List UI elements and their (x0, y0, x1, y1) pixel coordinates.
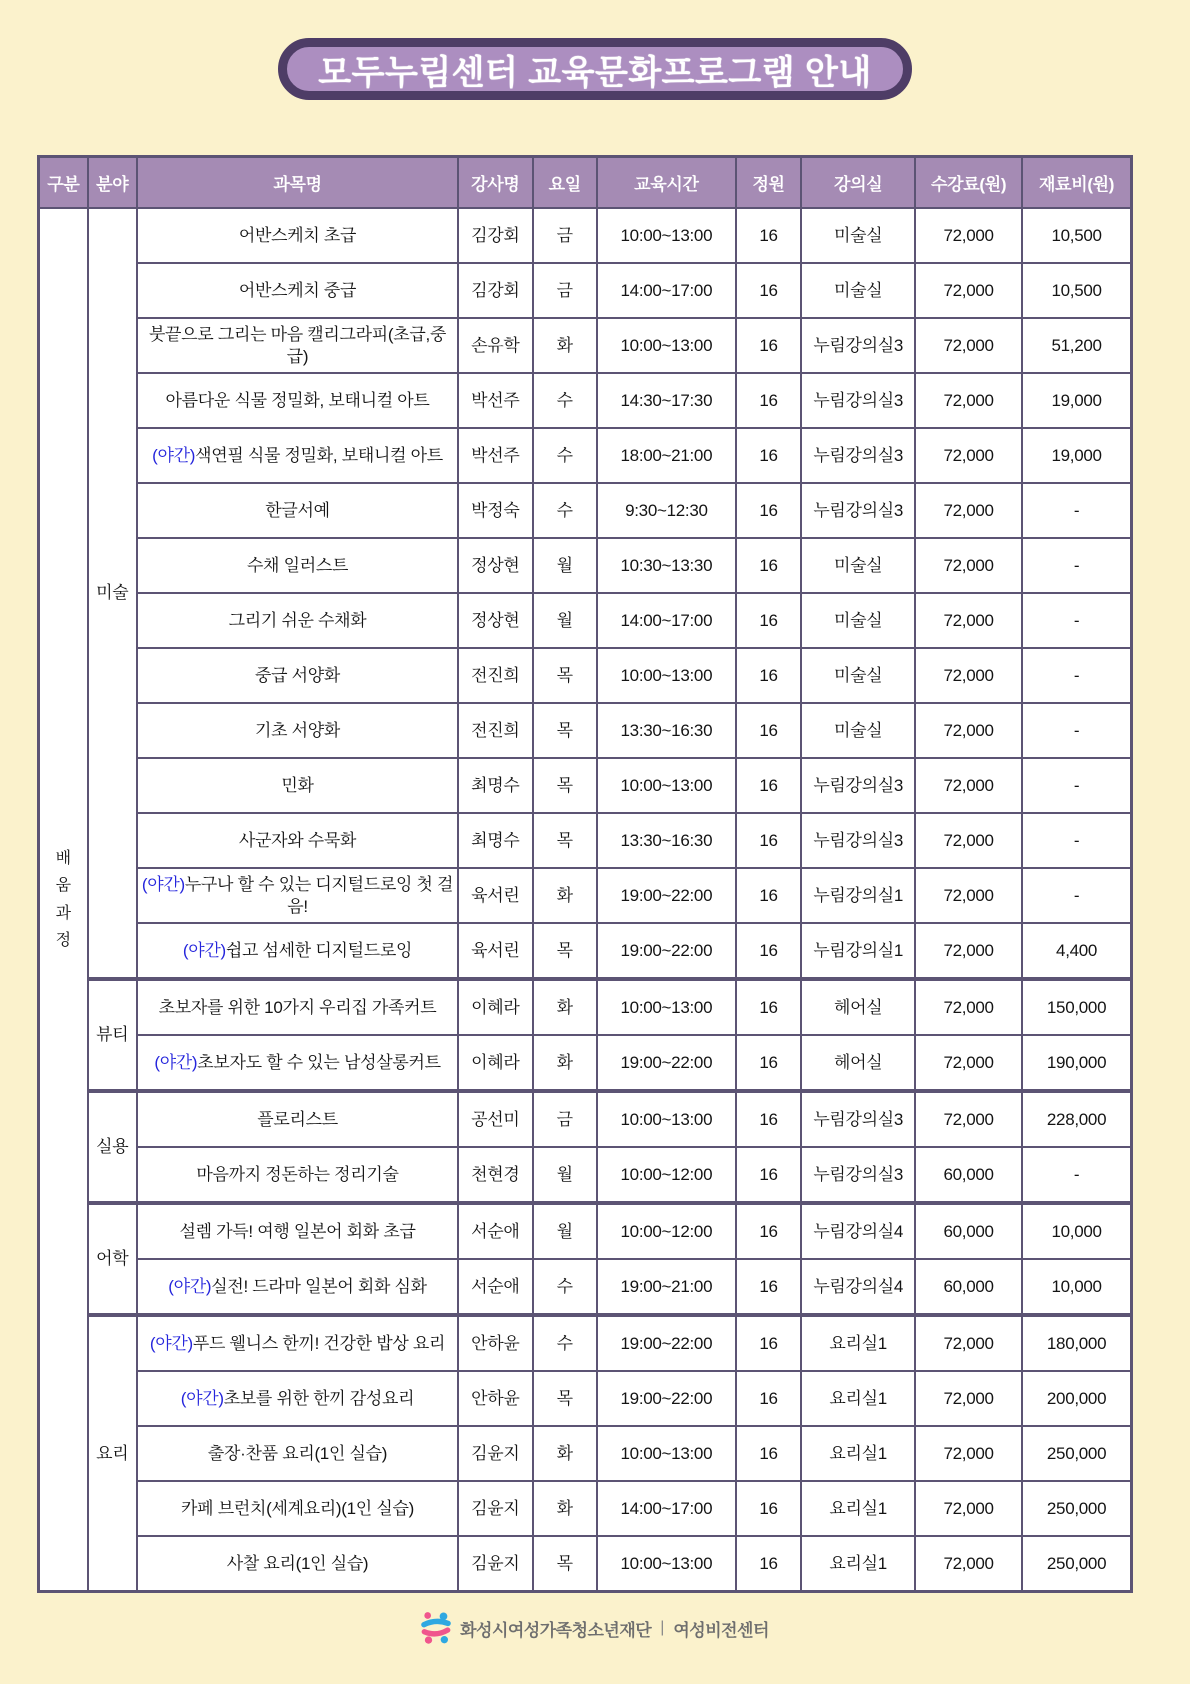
material-cell: 150,000 (1022, 979, 1131, 1035)
instructor-cell: 서순애 (458, 1259, 532, 1315)
room-cell: 누림강의실1 (801, 923, 915, 979)
subject-cell (137, 1371, 458, 1426)
subject-cell (137, 868, 458, 923)
room-cell: 누림강의실3 (801, 318, 915, 373)
program-row (39, 813, 1132, 868)
subject-cell (137, 208, 458, 263)
material-cell: - (1022, 483, 1131, 538)
header-row (39, 157, 1132, 209)
program-row (39, 538, 1132, 593)
day-cell: 수 (533, 428, 597, 483)
subject-cell (137, 1426, 458, 1481)
fee-cell: 72,000 (915, 263, 1022, 318)
program-row (39, 868, 1132, 923)
room-cell: 누림강의실3 (801, 428, 915, 483)
subject-label: 초보를 위한 한끼 감성요리 (223, 1388, 415, 1408)
program-row (39, 1147, 1132, 1203)
subject-label: 초보자를 위한 10가지 우리집 가족커트 (158, 997, 437, 1017)
fee-cell: 72,000 (915, 813, 1022, 868)
time-cell: 14:00~17:00 (597, 263, 736, 318)
program-table (37, 155, 1133, 1593)
footer-separator: | (660, 1619, 665, 1636)
program-row (39, 428, 1132, 483)
day-cell: 수 (533, 483, 597, 538)
room-cell: 누림강의실3 (801, 373, 915, 428)
program-row (39, 758, 1132, 813)
capacity-cell: 16 (736, 868, 802, 923)
fee-cell: 72,000 (915, 1426, 1022, 1481)
instructor-cell: 김윤지 (458, 1481, 532, 1536)
instructor-cell: 육서린 (458, 923, 532, 979)
program-row (39, 593, 1132, 648)
day-cell: 월 (533, 1203, 597, 1259)
material-cell: - (1022, 1147, 1131, 1203)
fee-cell: 72,000 (915, 868, 1022, 923)
column-header: 교육시간 (597, 157, 736, 209)
capacity-cell: 16 (736, 373, 802, 428)
fee-cell: 72,000 (915, 703, 1022, 758)
subject-label: 쉽고 섬세한 디지털드로잉 (225, 940, 413, 960)
time-cell: 18:00~21:00 (597, 428, 736, 483)
day-cell: 월 (533, 538, 597, 593)
program-row (39, 1536, 1132, 1592)
time-cell: 19:00~22:00 (597, 1371, 736, 1426)
subject-cell (137, 1203, 458, 1259)
capacity-cell: 16 (736, 1147, 802, 1203)
instructor-cell: 서순애 (458, 1203, 532, 1259)
footer-center-name: 여성비전센터 (673, 1620, 769, 1640)
capacity-cell: 16 (736, 1481, 802, 1536)
instructor-cell: 천현경 (458, 1147, 532, 1203)
fee-cell: 60,000 (915, 1147, 1022, 1203)
day-cell: 목 (533, 1536, 597, 1592)
instructor-cell: 전진희 (458, 648, 532, 703)
subject-label: 플로리스트 (257, 1109, 338, 1129)
program-row (39, 318, 1132, 373)
program-row (39, 648, 1132, 703)
material-cell: 180,000 (1022, 1315, 1131, 1371)
room-cell: 미술실 (801, 703, 915, 758)
material-cell: - (1022, 703, 1131, 758)
footer-organization: 화성시여성가족청소년재단 (460, 1620, 652, 1640)
subject-cell (137, 318, 458, 373)
night-badge: (야간) (182, 940, 226, 960)
room-cell: 미술실 (801, 208, 915, 263)
time-cell: 10:30~13:30 (597, 538, 736, 593)
instructor-cell: 김강회 (458, 208, 532, 263)
instructor-cell: 안하윤 (458, 1371, 532, 1426)
subject-label: 푸드 웰니스 한끼! 건강한 밥상 요리 (192, 1333, 446, 1353)
fee-cell: 72,000 (915, 1315, 1022, 1371)
day-cell: 월 (533, 593, 597, 648)
category-cell: 어학 (88, 1203, 137, 1315)
room-cell: 미술실 (801, 538, 915, 593)
instructor-cell: 이혜라 (458, 1035, 532, 1091)
night-badge: (야간) (168, 1276, 212, 1296)
column-header: 정원 (736, 157, 802, 209)
subject-cell (137, 1147, 458, 1203)
capacity-cell: 16 (736, 979, 802, 1035)
subject-cell (137, 428, 458, 483)
day-cell: 화 (533, 318, 597, 373)
fee-cell: 72,000 (915, 1371, 1022, 1426)
subject-cell (137, 538, 458, 593)
room-cell: 미술실 (801, 263, 915, 318)
time-cell: 10:00~13:00 (597, 758, 736, 813)
subject-label: 한글서예 (265, 500, 330, 520)
program-row (39, 1315, 1132, 1371)
program-row (39, 923, 1132, 979)
night-badge: (야간) (180, 1388, 224, 1408)
material-cell: 10,500 (1022, 263, 1131, 318)
room-cell: 헤어실 (801, 1035, 915, 1091)
material-cell: 250,000 (1022, 1426, 1131, 1481)
program-row (39, 1426, 1132, 1481)
subject-cell (137, 593, 458, 648)
instructor-cell: 공선미 (458, 1091, 532, 1147)
subject-label: 실전! 드라마 일본어 회화 심화 (211, 1276, 427, 1296)
fee-cell: 72,000 (915, 318, 1022, 373)
category-cell: 요리 (88, 1315, 137, 1592)
material-cell: 250,000 (1022, 1536, 1131, 1592)
instructor-cell: 김윤지 (458, 1536, 532, 1592)
time-cell: 19:00~22:00 (597, 923, 736, 979)
capacity-cell: 16 (736, 703, 802, 758)
capacity-cell: 16 (736, 758, 802, 813)
column-header: 과목명 (137, 157, 458, 209)
instructor-cell: 이혜라 (458, 979, 532, 1035)
night-badge: (야간) (154, 1052, 198, 1072)
night-badge: (야간) (149, 1333, 193, 1353)
subject-label: 카페 브런치(세계요리)(1인 실습) (181, 1498, 414, 1518)
subject-label: 어반스케치 초급 (238, 225, 357, 245)
program-row (39, 979, 1132, 1035)
gubun-cell (39, 208, 88, 1592)
category-cell: 뷰티 (88, 979, 137, 1091)
program-row (39, 483, 1132, 538)
capacity-cell: 16 (736, 318, 802, 373)
subject-cell (137, 263, 458, 318)
capacity-cell: 16 (736, 648, 802, 703)
subject-label: 민화 (281, 775, 314, 795)
subject-cell (137, 1091, 458, 1147)
material-cell: - (1022, 648, 1131, 703)
foundation-logo-icon (421, 1611, 451, 1645)
room-cell: 누림강의실3 (801, 1147, 915, 1203)
instructor-cell: 정상현 (458, 538, 532, 593)
fee-cell: 72,000 (915, 538, 1022, 593)
instructor-cell: 정상현 (458, 593, 532, 648)
fee-cell: 72,000 (915, 979, 1022, 1035)
capacity-cell: 16 (736, 1426, 802, 1481)
column-header: 분야 (88, 157, 137, 209)
night-badge: (야간) (152, 445, 196, 465)
subject-cell (137, 1481, 458, 1536)
fee-cell: 72,000 (915, 1481, 1022, 1536)
fee-cell: 72,000 (915, 1091, 1022, 1147)
subject-cell (137, 703, 458, 758)
material-cell: 4,400 (1022, 923, 1131, 979)
day-cell: 화 (533, 868, 597, 923)
time-cell: 19:00~22:00 (597, 1315, 736, 1371)
room-cell: 요리실1 (801, 1315, 915, 1371)
time-cell: 10:00~13:00 (597, 979, 736, 1035)
time-cell: 10:00~12:00 (597, 1147, 736, 1203)
material-cell: 250,000 (1022, 1481, 1131, 1536)
time-cell: 13:30~16:30 (597, 703, 736, 758)
subject-label: 어반스케치 중급 (238, 280, 357, 300)
program-row (39, 1481, 1132, 1536)
capacity-cell: 16 (736, 1091, 802, 1147)
room-cell: 누림강의실4 (801, 1259, 915, 1315)
category-cell: 미술 (88, 208, 137, 979)
time-cell: 14:00~17:00 (597, 1481, 736, 1536)
capacity-cell: 16 (736, 263, 802, 318)
instructor-cell: 김강회 (458, 263, 532, 318)
subject-cell (137, 1315, 458, 1371)
footer (0, 1611, 1190, 1645)
instructor-cell: 박정숙 (458, 483, 532, 538)
subject-cell (137, 373, 458, 428)
subject-label: 초보자도 할 수 있는 남성살롱커트 (197, 1052, 441, 1072)
fee-cell: 60,000 (915, 1203, 1022, 1259)
time-cell: 14:30~17:30 (597, 373, 736, 428)
capacity-cell: 16 (736, 1371, 802, 1426)
day-cell: 목 (533, 758, 597, 813)
capacity-cell: 16 (736, 593, 802, 648)
time-cell: 13:30~16:30 (597, 813, 736, 868)
instructor-cell: 최명수 (458, 758, 532, 813)
time-cell: 19:00~22:00 (597, 868, 736, 923)
instructor-cell: 김윤지 (458, 1426, 532, 1481)
title-banner (278, 38, 912, 100)
subject-label: 설렘 가득! 여행 일본어 회화 초급 (179, 1221, 416, 1241)
material-cell: 228,000 (1022, 1091, 1131, 1147)
program-row (39, 1091, 1132, 1147)
material-cell: - (1022, 868, 1131, 923)
room-cell: 요리실1 (801, 1426, 915, 1481)
day-cell: 금 (533, 1091, 597, 1147)
category-cell: 실용 (88, 1091, 137, 1203)
day-cell: 수 (533, 373, 597, 428)
subject-cell (137, 648, 458, 703)
room-cell: 누림강의실1 (801, 868, 915, 923)
subject-label: 수채 일러스트 (246, 555, 349, 575)
instructor-cell: 안하윤 (458, 1315, 532, 1371)
page-title: 모두누림센터 교육문화프로그램 안내 (318, 53, 872, 92)
fee-cell: 72,000 (915, 923, 1022, 979)
material-cell: 10,000 (1022, 1259, 1131, 1315)
day-cell: 목 (533, 813, 597, 868)
instructor-cell: 전진희 (458, 703, 532, 758)
day-cell: 수 (533, 1315, 597, 1371)
material-cell: 10,000 (1022, 1203, 1131, 1259)
subject-label: 색연필 식물 정밀화, 보태니컬 아트 (195, 445, 443, 465)
fee-cell: 72,000 (915, 1035, 1022, 1091)
capacity-cell: 16 (736, 483, 802, 538)
material-cell: - (1022, 758, 1131, 813)
room-cell: 누림강의실4 (801, 1203, 915, 1259)
time-cell: 10:00~13:00 (597, 318, 736, 373)
fee-cell: 72,000 (915, 208, 1022, 263)
program-row (39, 373, 1132, 428)
program-row (39, 1259, 1132, 1315)
capacity-cell: 16 (736, 208, 802, 263)
room-cell: 누림강의실3 (801, 483, 915, 538)
instructor-cell: 박선주 (458, 428, 532, 483)
subject-cell (137, 758, 458, 813)
time-cell: 14:00~17:00 (597, 593, 736, 648)
material-cell: 200,000 (1022, 1371, 1131, 1426)
subject-label: 중급 서양화 (254, 665, 341, 685)
fee-cell: 72,000 (915, 483, 1022, 538)
column-header: 재료비(원) (1022, 157, 1131, 209)
day-cell: 목 (533, 703, 597, 758)
program-row (39, 1035, 1132, 1091)
capacity-cell: 16 (736, 428, 802, 483)
subject-cell (137, 1035, 458, 1091)
capacity-cell: 16 (736, 813, 802, 868)
material-cell: 19,000 (1022, 428, 1131, 483)
day-cell: 금 (533, 263, 597, 318)
time-cell: 10:00~13:00 (597, 648, 736, 703)
subject-label: 그리기 쉬운 수채화 (228, 610, 367, 630)
fee-cell: 72,000 (915, 648, 1022, 703)
program-row (39, 703, 1132, 758)
fee-cell: 72,000 (915, 593, 1022, 648)
time-cell: 19:00~22:00 (597, 1035, 736, 1091)
table-header (39, 157, 1132, 209)
subject-label: 마음까지 정돈하는 정리기술 (196, 1164, 399, 1184)
room-cell: 헤어실 (801, 979, 915, 1035)
subject-label: 아름다운 식물 정밀화, 보태니컬 아트 (165, 390, 430, 410)
program-row (39, 1371, 1132, 1426)
fee-cell: 60,000 (915, 1259, 1022, 1315)
time-cell: 10:00~12:00 (597, 1203, 736, 1259)
day-cell: 목 (533, 648, 597, 703)
material-cell: - (1022, 813, 1131, 868)
subject-cell (137, 1536, 458, 1592)
column-header: 강사명 (458, 157, 532, 209)
day-cell: 화 (533, 979, 597, 1035)
fee-cell: 72,000 (915, 1536, 1022, 1592)
table-body (39, 208, 1132, 1592)
day-cell: 수 (533, 1259, 597, 1315)
subject-cell (137, 979, 458, 1035)
gubun-label: 배움과정 (55, 850, 72, 949)
room-cell: 누림강의실3 (801, 758, 915, 813)
subject-cell (137, 483, 458, 538)
time-cell: 10:00~13:00 (597, 1426, 736, 1481)
day-cell: 목 (533, 1371, 597, 1426)
program-row (39, 208, 1132, 263)
subject-label: 출장·찬품 요리(1인 실습) (207, 1443, 388, 1463)
fee-cell: 72,000 (915, 758, 1022, 813)
capacity-cell: 16 (736, 923, 802, 979)
capacity-cell: 16 (736, 1259, 802, 1315)
fee-cell: 72,000 (915, 373, 1022, 428)
program-row (39, 263, 1132, 318)
time-cell: 10:00~13:00 (597, 208, 736, 263)
time-cell: 9:30~12:30 (597, 483, 736, 538)
capacity-cell: 16 (736, 538, 802, 593)
material-cell: - (1022, 593, 1131, 648)
column-header: 구분 (39, 157, 88, 209)
subject-label: 누구나 할 수 있는 디지털드로잉 첫 걸음! (184, 875, 454, 916)
instructor-cell: 박선주 (458, 373, 532, 428)
time-cell: 10:00~13:00 (597, 1536, 736, 1592)
material-cell: 190,000 (1022, 1035, 1131, 1091)
day-cell: 화 (533, 1481, 597, 1536)
day-cell: 목 (533, 923, 597, 979)
material-cell: 19,000 (1022, 373, 1131, 428)
capacity-cell: 16 (736, 1203, 802, 1259)
capacity-cell: 16 (736, 1536, 802, 1592)
room-cell: 미술실 (801, 593, 915, 648)
room-cell: 누림강의실3 (801, 1091, 915, 1147)
subject-label: 사찰 요리(1인 실습) (226, 1553, 369, 1573)
column-header: 요일 (533, 157, 597, 209)
room-cell: 요리실1 (801, 1481, 915, 1536)
program-row (39, 1203, 1132, 1259)
instructor-cell: 손유학 (458, 318, 532, 373)
material-cell: 51,200 (1022, 318, 1131, 373)
material-cell: 10,500 (1022, 208, 1131, 263)
subject-cell (137, 1259, 458, 1315)
day-cell: 금 (533, 208, 597, 263)
subject-label: 사군자와 수묵화 (238, 830, 357, 850)
room-cell: 누림강의실3 (801, 813, 915, 868)
time-cell: 10:00~13:00 (597, 1091, 736, 1147)
night-badge: (야간) (141, 875, 185, 895)
instructor-cell: 육서린 (458, 868, 532, 923)
capacity-cell: 16 (736, 1315, 802, 1371)
room-cell: 미술실 (801, 648, 915, 703)
fee-cell: 72,000 (915, 428, 1022, 483)
day-cell: 화 (533, 1035, 597, 1091)
room-cell: 요리실1 (801, 1536, 915, 1592)
time-cell: 19:00~21:00 (597, 1259, 736, 1315)
capacity-cell: 16 (736, 1035, 802, 1091)
column-header: 수강료(원) (915, 157, 1022, 209)
column-header: 강의실 (801, 157, 915, 209)
subject-label: 붓끝으로 그리는 마음 캘리그라피(초급,중급) (148, 325, 447, 366)
subject-label: 기초 서양화 (254, 720, 341, 740)
subject-cell (137, 923, 458, 979)
material-cell: - (1022, 538, 1131, 593)
room-cell: 요리실1 (801, 1371, 915, 1426)
day-cell: 화 (533, 1426, 597, 1481)
subject-cell (137, 813, 458, 868)
day-cell: 월 (533, 1147, 597, 1203)
instructor-cell: 최명수 (458, 813, 532, 868)
